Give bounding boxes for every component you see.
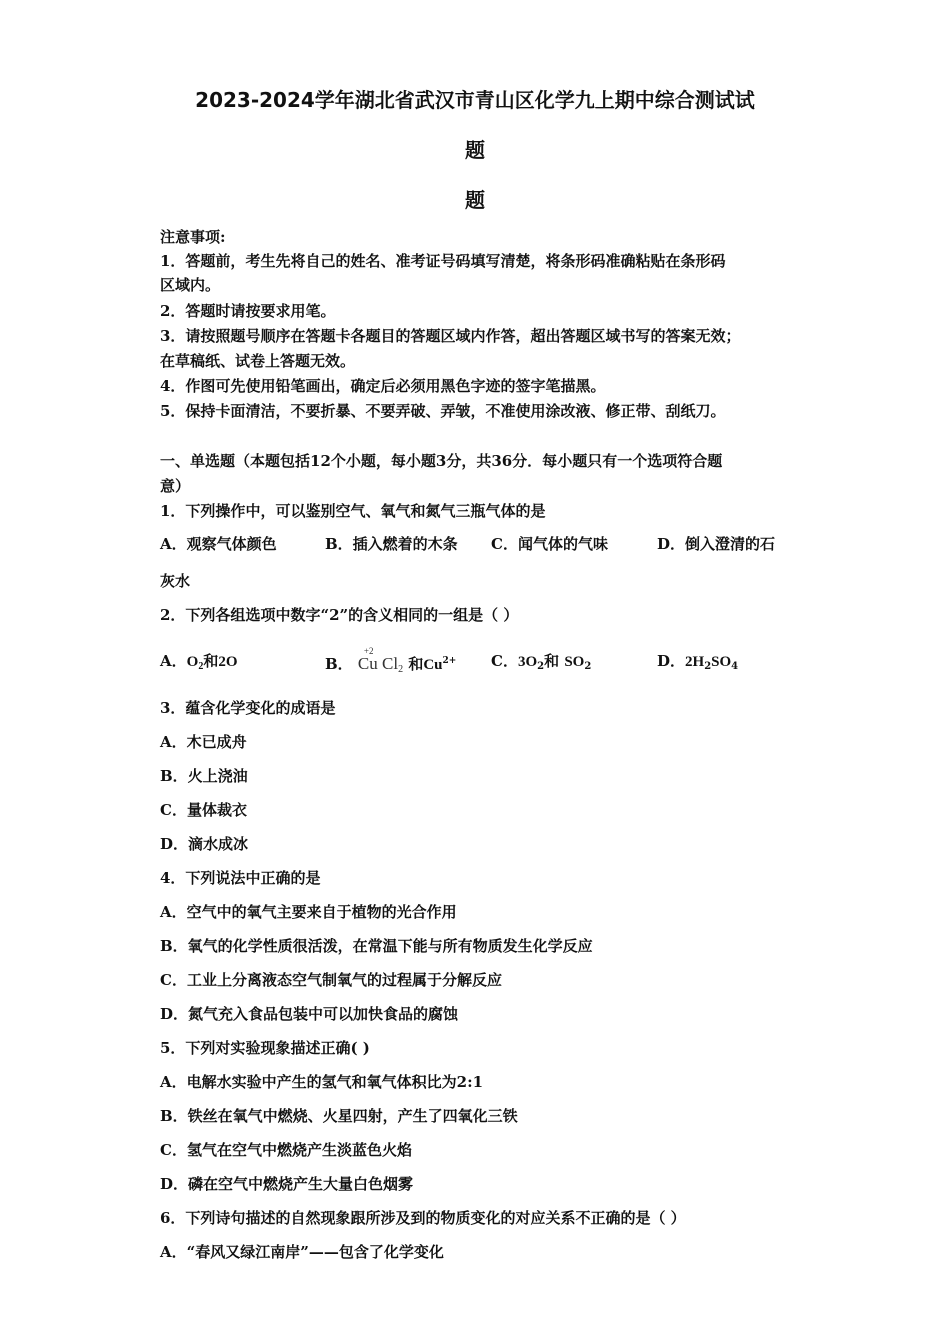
option-d: D．倒入澄清的石	[657, 535, 776, 553]
formula-part: 3O	[517, 654, 538, 670]
option-b	[325, 646, 457, 681]
notice-item: 2．答题时请按要求用笔。	[160, 302, 336, 320]
oxidation-state: +2	[363, 646, 374, 656]
section-heading-cont: 意）	[160, 477, 191, 495]
section-heading: 一、单选题（本题包括12个小题，每小题3分，共36分．每小题只有一个选项符合题	[160, 452, 723, 470]
question-stem: 3．蕴含化学变化的成语是	[160, 699, 336, 717]
page-subtitle: 题	[465, 188, 485, 212]
question-stem: 5．下列对实验现象描述正确( )	[160, 1039, 370, 1057]
option-b: B．火上浇油	[160, 767, 248, 785]
option-b: B．铁丝在氧气中燃烧、火星四射，产生了四氧化三铁	[160, 1107, 518, 1125]
formula-subscript: 2	[398, 664, 404, 675]
option-label: A．	[160, 652, 187, 670]
option-d-cont: 灰水	[160, 572, 191, 590]
option-a: A．观察气体颜色	[160, 535, 277, 553]
formula-part: Cu	[423, 657, 443, 673]
option-c: C．闻气体的气味	[491, 535, 608, 553]
formula-part: SO	[564, 654, 585, 670]
formula	[187, 654, 204, 670]
formula-part: SO	[711, 654, 732, 670]
notice-item: 在草稿纸、试卷上答题无效。	[160, 352, 356, 370]
option-a: A．电解水实验中产生的氢气和氧气体积比为2:1	[160, 1073, 484, 1091]
option-d: D．磷在空气中燃烧产生大量白色烟雾	[160, 1175, 414, 1193]
option-a: A．空气中的氧气主要来自于植物的光合作用	[160, 903, 457, 921]
page-title: 2023-2024学年湖北省武汉市青山区化学九上期中综合测试试	[195, 88, 755, 112]
option-b: B．插入燃着的木条	[325, 535, 458, 553]
option-a: A．“春风又绿江南岸”——包含了化学变化	[160, 1243, 444, 1261]
option-d: D．氮气充入食品包装中可以加快食品的腐蚀	[160, 1005, 459, 1023]
formula-subscript: 4	[731, 661, 739, 672]
option-a: A．木已成舟	[160, 733, 247, 751]
conjunction: 和	[544, 652, 560, 670]
option-c	[491, 650, 591, 678]
option-d: D．滴水成冰	[160, 835, 249, 853]
notice-item: 区域内。	[160, 276, 221, 294]
notice-item: 1．答题前，考生先将自己的姓名、准考证号码填写清楚，将条形码准确粘贴在条形码	[160, 252, 726, 270]
question-stem: 2．下列各组选项中数字“2”的含义相同的一组是（ ）	[160, 606, 519, 624]
formula-subscript: 2	[704, 661, 712, 672]
formula-part: O	[186, 654, 199, 670]
option-d	[657, 650, 738, 678]
question-stem: 4．下列说法中正确的是	[160, 869, 321, 887]
page-title-cont: 题	[465, 138, 485, 162]
formula-subscript: 2	[198, 661, 204, 672]
option-c: C．量体裁衣	[160, 801, 247, 819]
cucl2-formula	[357, 646, 404, 681]
notice-item: 5．保持卡面清洁，不要折暴、不要弄破、弄皱，不准使用涂改液、修正带、刮纸刀。	[160, 402, 726, 420]
formula-superscript: 2+	[442, 656, 457, 666]
conjunction: 和	[408, 655, 424, 673]
formula-part: Cl	[382, 654, 399, 673]
question-stem: 6．下列诗句描述的自然现象跟所涉及到的物质变化的对应关系不正确的是（ ）	[160, 1209, 686, 1227]
option-label: C．	[491, 652, 518, 670]
notice-item: 3．请按照题号顺序在答题卡各题目的答题区域内作答，超出答题区域书写的答案无效；	[160, 327, 741, 345]
option-label: D．	[657, 652, 686, 670]
option-b: B．氧气的化学性质很活泼，在常温下能与所有物质发生化学反应	[160, 937, 593, 955]
formula-part: 2H	[685, 654, 705, 670]
question-stem: 1．下列操作中，可以鉴别空气、氧气和氮气三瓶气体的是	[160, 502, 546, 520]
notice-item: 4．作图可先使用铅笔画出，确定后必须用黑色字迹的签字笔描黑。	[160, 377, 606, 395]
notice-heading: 注意事项:	[160, 228, 226, 246]
option-c: C．氢气在空气中燃烧产生淡蓝色火焰	[160, 1141, 412, 1159]
option-a	[160, 650, 237, 678]
formula-part: Cu	[357, 654, 378, 673]
option-label: B．	[325, 655, 353, 673]
option-c: C．工业上分离液态空气制氧气的过程属于分解反应	[160, 971, 502, 989]
formula-subscript: 2	[584, 661, 592, 672]
formula-subscript: 2	[537, 661, 545, 672]
formula-part: 和2O	[203, 654, 238, 670]
